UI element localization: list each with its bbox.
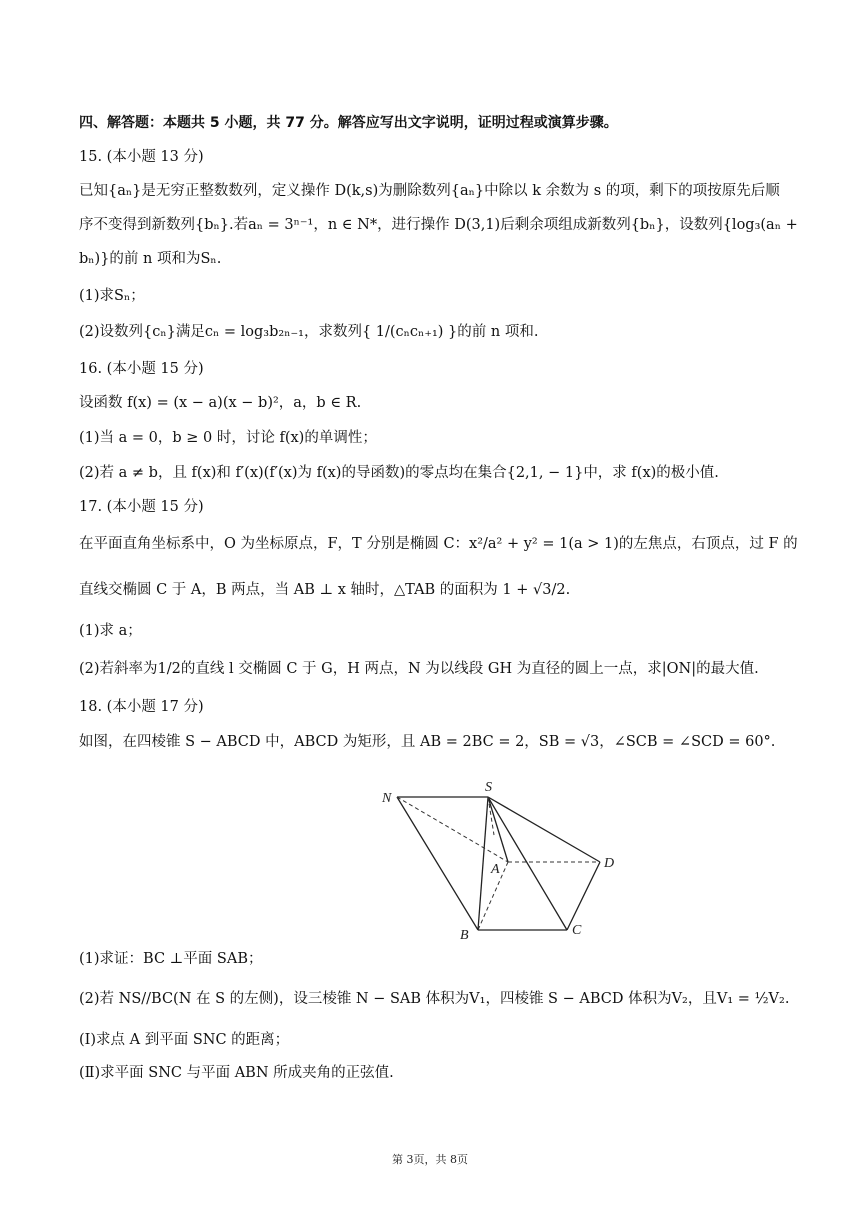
q15-line2: 序不变得到新数列{bₙ}.若aₙ = 3ⁿ⁻¹，n ∈ N*，进行操作 D(3,1)后剩余项组成新数列{bₙ}，设数列{log₃(aₙ + <box>79 217 798 233</box>
q18-sub2: (Ⅱ)求平面 SNC 与平面 ABN 所成夹角的正弦值. <box>79 1065 394 1081</box>
section-heading: 四、解答题：本题共 5 小题，共 77 分。解答应写出文字说明，证明过程或演算步骤。 <box>79 115 618 131</box>
q15-part2: (2)设数列{cₙ}满足cₙ = log₃b₂ₙ₋₁，求数列{ 1/(cₙcₙ₊₁) }的前 n 项和. <box>79 324 539 340</box>
q15-header: 15. (本小题 13 分) <box>79 149 204 165</box>
q18-part1: (1)求证：BC ⊥平面 SAB； <box>79 951 263 967</box>
q18-line1: 如图，在四棱锥 S − ABCD 中，ABCD 为矩形，且 AB = 2BC = 2，SB = √3，∠SCB = ∠SCD = 60°. <box>79 734 776 750</box>
label-C: C <box>572 923 582 938</box>
label-B: B <box>460 928 469 943</box>
q16-part2: (2)若 a ≠ b，且 f(x)和 f′(x)(f′(x)为 f(x)的导函数)的零点均在集合{2,1, − 1}中，求 f(x)的极小值. <box>79 465 719 481</box>
q15-line3: bₙ)}的前 n 项和为Sₙ. <box>79 251 222 267</box>
q18-part2: (2)若 NS//BC(N 在 S 的左侧)，设三棱锥 N − SAB 体积为V₁，四棱锥 S − ABCD 体积为V₂，且V₁ = ½V₂. <box>79 991 790 1007</box>
edge-CD <box>567 862 600 930</box>
q18-sub1: (Ⅰ)求点 A 到平面 SNC 的距离； <box>79 1032 290 1048</box>
q17-part2: (2)若斜率为1/2的直线 l 交椭圆 C 于 G，H 两点，N 为以线段 GH 为直径的圆上一点，求|ON|的最大值. <box>79 661 759 677</box>
label-N: N <box>382 791 392 806</box>
q17-line1: 在平面直角坐标系中，O 为坐标原点，F，T 分别是椭圆 C：x²/a² + y² = 1(a > 1)的左焦点，右顶点，过 F 的 <box>79 536 798 552</box>
label-D: D <box>604 856 615 871</box>
q17-part1: (1)求 a； <box>79 623 142 639</box>
q15-part1: (1)求Sₙ； <box>79 288 145 304</box>
q18-header: 18. (本小题 17 分) <box>79 699 204 715</box>
label-A: A <box>491 862 500 877</box>
pyramid-figure <box>370 775 630 945</box>
q16-part1: (1)当 a = 0，b ≥ 0 时，讨论 f(x)的单调性； <box>79 430 377 446</box>
page-footer: 第 3页，共 8页 <box>392 1153 468 1166</box>
q17-header: 17. (本小题 15 分) <box>79 499 204 515</box>
edge-SC <box>488 797 567 930</box>
q16-line1: 设函数 f(x) = (x − a)(x − b)²，a，b ∈ R. <box>79 395 362 411</box>
q17-line2: 直线交椭圆 C 于 A，B 两点，当 AB ⊥ x 轴时，△TAB 的面积为 1 + √3/2. <box>79 582 571 598</box>
q16-header: 16. (本小题 15 分) <box>79 361 204 377</box>
label-S: S <box>485 780 492 795</box>
edge-NB <box>397 797 478 930</box>
q15-line1: 已知{aₙ}是无穷正整数数列，定义操作 D(k,s)为删除数列{aₙ}中除以 k 余数为 s 的项，剩下的项按原先后顺 <box>79 183 780 199</box>
